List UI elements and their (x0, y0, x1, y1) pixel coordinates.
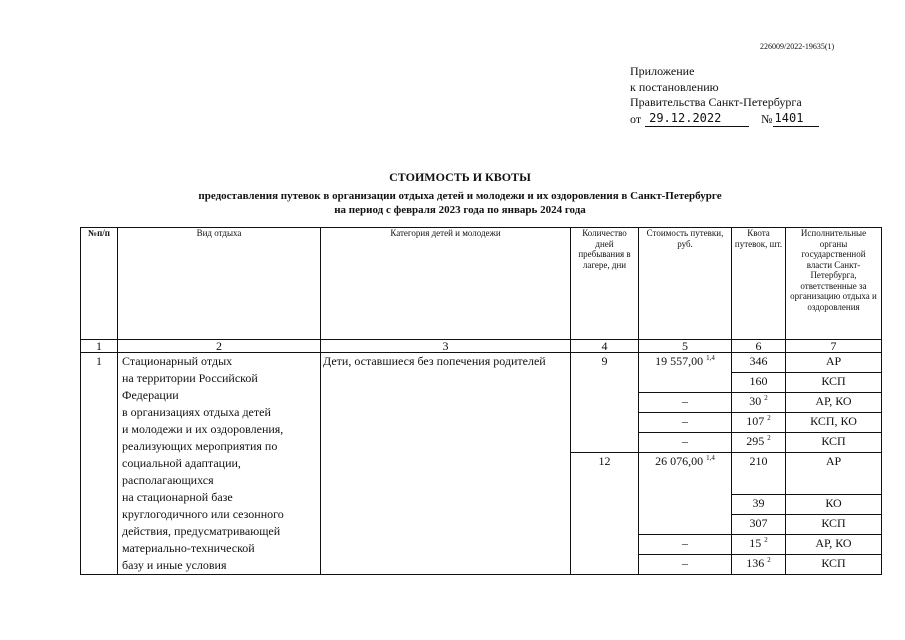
quota-cell (732, 413, 786, 433)
quota-footnote: 2 (767, 556, 771, 564)
days-cell: 9 (571, 353, 639, 453)
quota-value: 30 (749, 394, 762, 408)
vid-line: материально-технической (122, 541, 255, 555)
document-title-block (60, 170, 860, 217)
header-days: Количество дней пребывания в лагере, дни (571, 228, 639, 340)
quota-value: 15 (749, 536, 762, 550)
org-cell: АР (786, 453, 882, 495)
org-cell: КСП (786, 555, 882, 575)
document-subtitle-2: на период с февраля 2023 года по январь 2024 года (334, 204, 586, 216)
cost-cell (639, 453, 732, 535)
resolution-number: 1401 (773, 111, 819, 128)
category-cell: Дети, оставшиеся без попечения родителей (321, 353, 571, 575)
quota-cell (732, 515, 786, 535)
appendix-block (630, 64, 830, 127)
quota-cell (732, 433, 786, 453)
quota-footnote: 2 (764, 536, 768, 544)
vid-otdyha-cell (118, 353, 321, 575)
table-header-row (81, 228, 882, 340)
col-number: 5 (639, 340, 732, 353)
vid-line: на территории Российской (122, 371, 258, 385)
document-title: СТОИМОСТЬ И КВОТЫ (389, 170, 531, 184)
quota-value: 307 (749, 516, 768, 530)
col-number: 4 (571, 340, 639, 353)
quota-footnote: 2 (767, 434, 771, 442)
quota-value: 39 (752, 496, 765, 510)
quota-value: 210 (749, 454, 768, 468)
col-number: 3 (321, 340, 571, 353)
org-cell: КСП (786, 515, 882, 535)
vid-line: социальной адаптации, (122, 456, 241, 470)
quota-cell (732, 535, 786, 555)
vid-line: на стационарной базе (122, 490, 233, 504)
vid-line: круглогодичного или сезонного (122, 507, 284, 521)
cost-value: 19 557,00 (655, 354, 704, 368)
vid-line: действия, предусматривающей (122, 524, 281, 538)
col-number: 6 (732, 340, 786, 353)
org-cell: КСП (786, 433, 882, 453)
quota-value: 295 (746, 434, 765, 448)
row-number: 1 (81, 353, 118, 575)
appendix-date-row (630, 111, 830, 128)
org-cell: КО (786, 495, 882, 515)
cost-cell: – (639, 413, 732, 433)
header-category: Категория детей и молодежи (321, 228, 571, 340)
appendix-line-3: Правительства Санкт-Петербурга (630, 95, 802, 109)
cost-cell: – (639, 433, 732, 453)
header-vid-otdyha: Вид отдыха (118, 228, 321, 340)
org-cell: АР, КО (786, 393, 882, 413)
col-number: 1 (81, 340, 118, 353)
days-cell: 12 (571, 453, 639, 575)
vid-line: Федерации (122, 388, 179, 402)
quota-cell (732, 495, 786, 515)
org-cell: АР, КО (786, 535, 882, 555)
quota-cell (732, 555, 786, 575)
header-index: №п/п (81, 228, 118, 340)
document-registration-number: 226009/2022-19635(1) (760, 42, 835, 51)
cost-footnote: 1,4 (706, 354, 715, 362)
date-prefix: от (630, 111, 642, 126)
quota-value: 136 (746, 556, 765, 570)
quota-value: 107 (746, 414, 765, 428)
cost-cell: – (639, 535, 732, 555)
vid-line: и молодежи и их оздоровления, (122, 422, 284, 436)
org-cell: АР (786, 353, 882, 373)
quota-footnote: 2 (767, 414, 771, 422)
header-quota: Квота путевок, шт. (732, 228, 786, 340)
vid-line: в организациях отдыха детей (122, 405, 271, 419)
cost-cell (639, 353, 732, 393)
vid-line: располагающихся (122, 473, 214, 487)
quota-value: 346 (749, 354, 768, 368)
quota-cell (732, 353, 786, 373)
number-sign: № (761, 111, 773, 126)
table-row (81, 353, 882, 373)
cost-cell: – (639, 393, 732, 413)
cost-value: 26 076,00 (655, 454, 704, 468)
header-authorities: Исполнительные органы государственной власти Санкт-Петербурга, ответственные за организацию отдыха и оздоровления (786, 228, 882, 340)
resolution-date: 29.12.2022 (645, 111, 749, 128)
quota-cell (732, 373, 786, 393)
column-number-row (81, 340, 882, 353)
vid-line: базу и иные условия (122, 558, 227, 572)
cost-cell: – (639, 555, 732, 575)
cost-quota-table (80, 227, 882, 575)
quota-footnote: 2 (764, 394, 768, 402)
quota-value: 160 (749, 374, 768, 388)
header-cost: Стоимость путевки, руб. (639, 228, 732, 340)
quota-cell (732, 453, 786, 495)
appendix-line-1: Приложение (630, 64, 695, 78)
quota-cell (732, 393, 786, 413)
vid-line: реализующих мероприятия по (122, 439, 278, 453)
vid-line: Стационарный отдых (122, 354, 233, 368)
col-number: 2 (118, 340, 321, 353)
document-subtitle-1: предоставления путевок в организации отдыха детей и молодежи и их оздоровления в Санкт-Петербурге (198, 190, 722, 202)
org-cell: КСП (786, 373, 882, 393)
col-number: 7 (786, 340, 882, 353)
org-cell: КСП, КО (786, 413, 882, 433)
appendix-line-2: к постановлению (630, 79, 719, 94)
cost-footnote: 1,4 (706, 454, 715, 462)
